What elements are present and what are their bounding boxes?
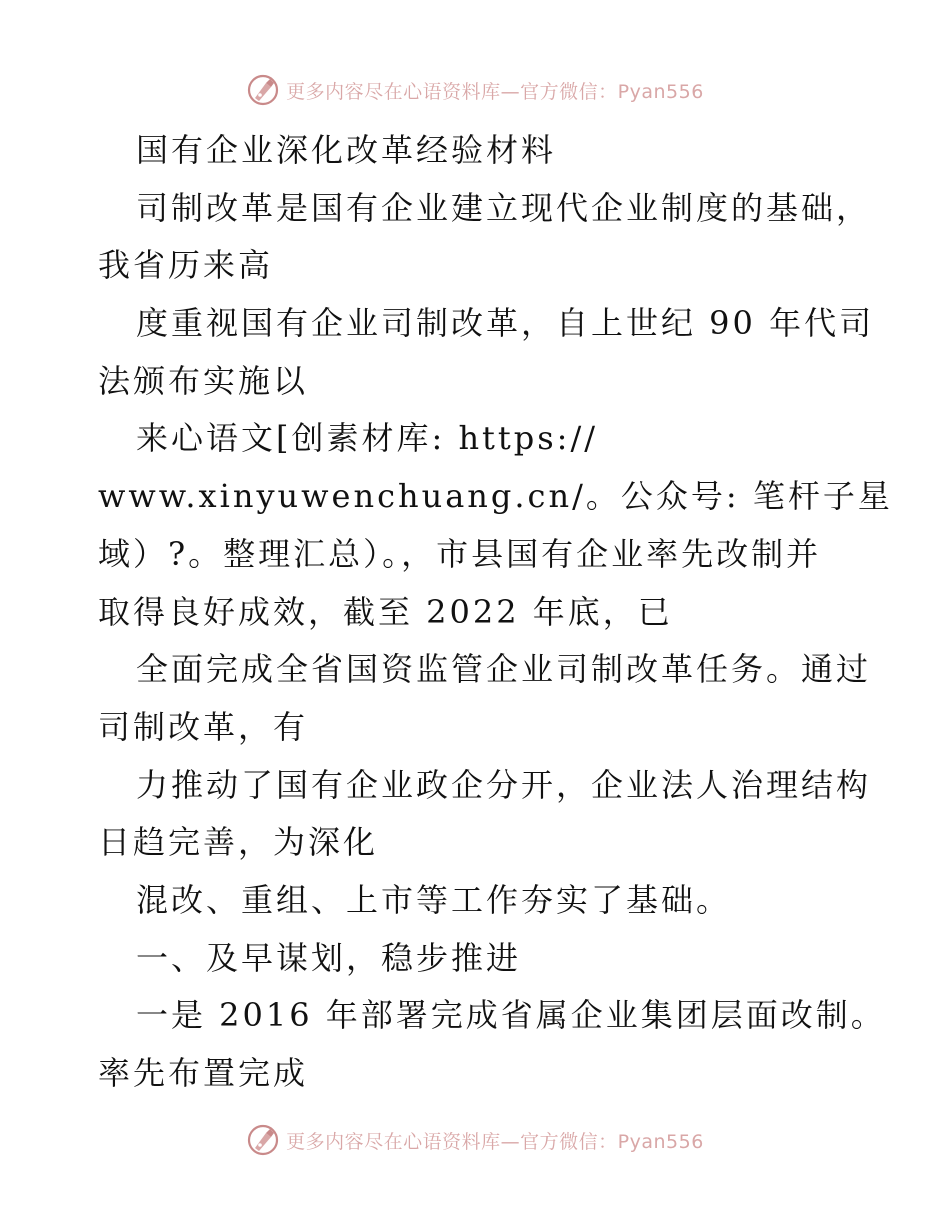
document-body [98, 122, 893, 1103]
footer-watermark-text: 更多内容尽在心语资料库—官方微信：Pyan556 [286, 1130, 704, 1153]
text-line: www.xinyuwenchuang.cn/。公众号: 笔杆子星 [98, 477, 893, 516]
text-line: 度重视国有企业司制改革，自上世纪 90 年代司 [136, 304, 875, 343]
text-line: 法颁布实施以 [98, 361, 309, 400]
header-watermark-text: 更多内容尽在心语资料库—官方微信：Pyan556 [286, 80, 704, 103]
text-line: 率先布置完成 [98, 1054, 309, 1092]
pen-nib-logo-icon [246, 1123, 280, 1157]
pen-nib-logo-icon [246, 73, 280, 107]
text-line: 来心语文[创素材库: https:// [136, 419, 599, 458]
header-watermark [0, 70, 950, 110]
text-line: 全面完成全省国资监管企业司制改革任务。通过 [136, 650, 872, 689]
text-line: 混改、重组、上市等工作夯实了基础。 [136, 880, 732, 919]
text-line: 一、及早谋划，稳步推进 [136, 938, 522, 977]
footer-watermark [0, 1120, 950, 1160]
text-line: 日趋完善，为深化 [98, 823, 379, 862]
text-line: 司制改革是国有企业建立现代企业制度的基础， [136, 188, 872, 227]
text-line: 国有企业深化改革经验材料 [136, 131, 557, 169]
text-line: 力推动了国有企业政企分开，企业法人治理结构 [136, 765, 872, 804]
text-line: 域）?。整理汇总）。，市县国有企业率先改制并 [98, 534, 822, 573]
text-line: 取得良好成效，截至 2022 年底，已 [98, 592, 673, 631]
text-line: 司制改革，有 [98, 707, 309, 746]
text-line: 一是 2016 年部署完成省属企业集团层面改制。 [136, 996, 886, 1035]
text-line: 我省历来高 [98, 246, 274, 285]
